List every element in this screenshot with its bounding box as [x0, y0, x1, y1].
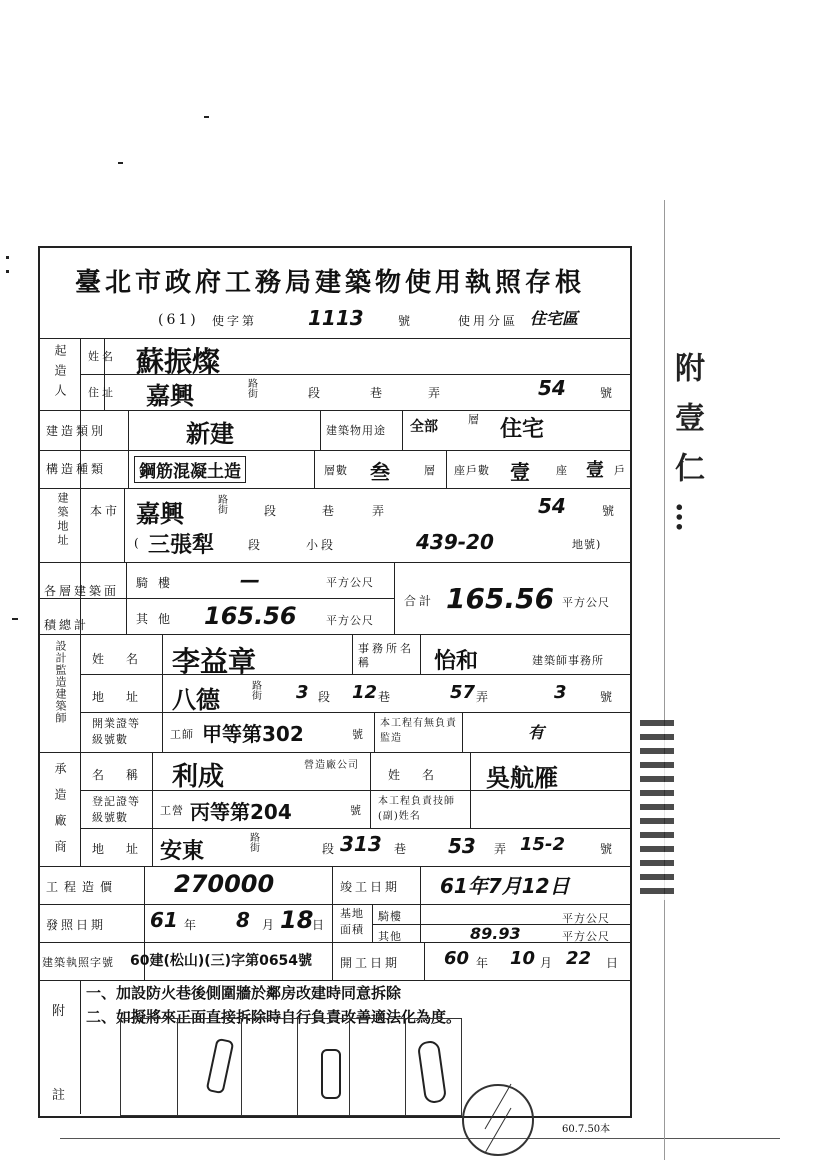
site-lot-number: 439-20	[416, 530, 494, 554]
area-arcade-unit: 平方公尺	[326, 576, 374, 589]
area-other-unit: 平方公尺	[326, 614, 374, 627]
area-arcade-label: 騎樓	[136, 576, 181, 590]
issue-month-unit: 月	[262, 918, 278, 932]
bleed-through-text: 附壹仁…	[669, 352, 704, 552]
builder-address-label: 住址	[88, 386, 116, 399]
area-other-label: 其他	[136, 612, 181, 626]
use-floor-label: 層	[468, 413, 480, 426]
builder-addr-label-lane: 巷	[370, 386, 386, 400]
col-divider	[126, 562, 127, 634]
area-total-unit: 平方公尺	[562, 596, 610, 609]
col-divider	[352, 634, 353, 674]
scan-speck	[12, 618, 18, 620]
row-divider	[80, 828, 630, 829]
base-other-label: 其他	[378, 930, 402, 943]
use-floor: 全部	[410, 419, 438, 435]
area-arcade-value: —	[240, 568, 260, 592]
class-label: 建造類別	[46, 424, 107, 438]
base-other-value: 89.93	[470, 924, 521, 943]
site-lot-label-no: 地號)	[572, 538, 602, 551]
site-label-road: 路街	[218, 495, 229, 516]
col-divider	[470, 752, 471, 828]
units-value: 壹	[510, 460, 530, 484]
footer-code: 60.7.50本	[562, 1124, 611, 1135]
contractor-name-value: 利成	[172, 762, 225, 792]
units-unit-1: 座	[556, 464, 568, 477]
site-label-seg: 段	[264, 504, 280, 518]
row-divider	[38, 904, 630, 905]
contractor-name-label: 名稱	[92, 768, 161, 782]
start-year-unit: 年	[476, 956, 492, 970]
start-label: 開工日期	[340, 956, 401, 970]
contractor-reg-prefix: 工營	[160, 804, 184, 817]
issue-day-unit: 日	[312, 918, 328, 932]
row-divider	[38, 752, 630, 753]
designer-addr-no: 3	[554, 682, 567, 703]
col-divider	[80, 980, 81, 1114]
builder-section-label: 起造人	[53, 344, 67, 404]
units-value-2: 壹	[586, 460, 604, 481]
row-divider	[38, 488, 630, 489]
col-divider	[420, 866, 421, 942]
site-lot-label-seg: 段	[248, 538, 264, 552]
row-divider	[38, 942, 630, 943]
builder-addr-label-road: 路街	[248, 379, 259, 400]
col-divider	[370, 752, 371, 828]
notes-line-1: 一、加設防火巷後側圍牆於鄰房改建時同意拆除	[86, 984, 402, 1002]
floors-label: 層數	[324, 464, 348, 477]
class-value: 新建	[186, 420, 234, 448]
contractor-addr-label-road: 路街	[250, 833, 261, 854]
row-divider	[38, 338, 630, 339]
notes-label-top: 附	[52, 1004, 69, 1019]
scan-line	[60, 1138, 780, 1139]
designer-office-value: 怡和	[434, 649, 479, 674]
builder-addr-label-no: 號	[600, 386, 616, 400]
document-title: 臺北市政府工務局建築物使用執照存根	[74, 268, 585, 298]
designer-reg-label: 開業證等級號數	[92, 717, 140, 746]
site-road: 嘉興	[136, 500, 184, 528]
base-arcade-unit: 平方公尺	[562, 912, 610, 925]
scan-speck	[204, 116, 209, 118]
contractor-person-label: 姓名	[388, 768, 457, 782]
contractor-addr-no: 15-2	[520, 834, 566, 855]
builder-addr-label-alley: 弄	[428, 386, 444, 400]
start-month-unit: 月	[540, 956, 556, 970]
contractor-addr-seg: 313	[340, 832, 382, 856]
contractor-addr-lane: 53	[448, 834, 476, 858]
contractor-person-value: 吳航雁	[486, 764, 558, 792]
builder-address-road: 嘉興	[146, 382, 194, 410]
done-label: 竣工日期	[340, 880, 401, 894]
col-divider	[314, 450, 315, 488]
zone-label: 使用分區	[458, 314, 519, 328]
col-divider	[374, 712, 375, 752]
site-label-no: 號	[602, 504, 618, 518]
use-value: 住宅	[500, 417, 545, 442]
permit-label: 建築執照字號	[42, 956, 114, 969]
designer-addr-label-no: 號	[600, 690, 616, 704]
license-no-label: 號	[398, 314, 414, 328]
designer-resp-value: 有	[528, 723, 545, 742]
col-divider	[446, 450, 447, 488]
contractor-reg-suffix: 號	[350, 804, 362, 817]
col-divider	[462, 712, 463, 752]
issue-label: 發照日期	[46, 918, 107, 932]
cost-value: 270000	[174, 870, 275, 898]
scan-edge-line	[664, 200, 665, 1160]
base-other-unit: 平方公尺	[562, 930, 610, 943]
license-number: 1113	[308, 306, 364, 330]
units-unit-2: 戶	[614, 464, 626, 477]
designer-office-label: 事務所名稱	[358, 642, 414, 669]
site-label-lane: 巷	[322, 504, 338, 518]
structure-label: 構造種類	[46, 462, 107, 476]
contractor-name-suffix: 營造廠公司	[304, 760, 359, 771]
site-label-alley: 弄	[372, 504, 388, 518]
contractor-reg-label: 登記證等級號數	[92, 795, 140, 824]
builder-name-label: 姓名	[88, 350, 116, 363]
designer-reg-value: 甲等第302	[202, 722, 304, 746]
scan-speck	[118, 162, 123, 164]
col-divider	[394, 562, 395, 634]
col-divider	[402, 410, 403, 450]
units-label: 座戶數	[454, 464, 490, 477]
site-city-label: 本市	[90, 504, 121, 518]
issue-month: 8	[236, 908, 250, 932]
permit-value: 60建(松山)(三)字第0654號	[130, 953, 313, 969]
designer-reg-prefix: 工師	[170, 728, 194, 741]
issue-day: 18	[280, 906, 314, 934]
designer-addr-road: 八德	[172, 686, 220, 714]
contractor-addr-label-seg: 段	[322, 842, 338, 856]
designer-addr-seg: 3	[296, 682, 309, 703]
col-divider	[320, 410, 321, 450]
designer-addr-alley: 57	[450, 682, 476, 703]
site-lot-prefix: (	[134, 536, 142, 550]
start-year: 60	[444, 948, 470, 969]
license-word-label: 使字第	[212, 314, 258, 328]
contractor-tech-label: 本工程負責技師(副)姓名	[378, 796, 455, 822]
issue-year-unit: 年	[184, 918, 200, 932]
designer-addr-label-road: 路街	[252, 681, 263, 702]
designer-address-label: 地址	[92, 690, 161, 704]
site-section-label: 建築地址	[56, 492, 69, 548]
contractor-section-label: 承造廠商	[53, 762, 67, 866]
col-divider	[424, 942, 425, 980]
scan-speck	[6, 256, 9, 259]
row-divider	[38, 410, 630, 411]
designer-resp-label: 本工程有無負責監造	[380, 718, 457, 744]
designer-section-label: 設計監造建築師	[54, 640, 67, 724]
designer-reg-suffix: 號	[352, 728, 364, 741]
zone-value: 住宅區	[530, 309, 579, 328]
site-district: 三張犁	[148, 533, 215, 558]
contractor-address-label: 地址	[92, 842, 161, 856]
row-divider	[38, 450, 630, 451]
builder-address-no: 54	[538, 376, 566, 400]
col-divider	[162, 634, 163, 752]
designer-office-suffix: 建築師事務所	[532, 654, 604, 667]
start-month: 10	[510, 948, 536, 969]
done-value: 61年7月12日	[440, 874, 570, 898]
col-divider	[124, 488, 125, 562]
designer-name-value: 李益章	[172, 645, 257, 678]
area-total-value: 165.56	[446, 582, 555, 615]
scan-smudge	[640, 720, 674, 900]
issue-year: 61	[150, 908, 178, 932]
row-divider	[38, 634, 630, 635]
contractor-reg-value: 丙等第204	[190, 800, 292, 824]
base-arcade-label: 騎樓	[378, 910, 402, 923]
notes-label-bottom: 註	[52, 1088, 69, 1103]
contractor-addr-label-alley: 弄	[494, 842, 510, 856]
row-divider	[38, 980, 630, 981]
area-total-label: 合計	[404, 594, 435, 608]
floors-value: 叁	[370, 460, 390, 484]
area-section-label: 各層建築面積總計	[44, 584, 120, 632]
site-lot-label-subseg: 小段	[306, 538, 337, 552]
builder-addr-label-seg: 段	[308, 386, 324, 400]
designer-addr-lane: 12	[352, 682, 378, 703]
notes-line-2: 二、如擬將來正面直接拆除時自行負責改善適法化為度。	[86, 1008, 462, 1026]
contractor-addr-label-no: 號	[600, 842, 616, 856]
start-day: 22	[566, 948, 592, 969]
license-year: (61)	[158, 312, 199, 328]
scan-speck	[6, 270, 9, 273]
approval-stamp-grid	[120, 1018, 462, 1116]
col-divider	[372, 904, 373, 942]
use-label: 建築物用途	[326, 424, 386, 437]
site-no: 54	[538, 494, 566, 518]
col-divider	[332, 866, 333, 980]
designer-addr-label-alley: 弄	[476, 690, 492, 704]
base-area-label: 基地面積	[340, 907, 364, 936]
designer-addr-label-seg: 段	[318, 690, 334, 704]
date-stamp	[462, 1084, 534, 1156]
structure-value: 鋼筋混凝土造	[134, 456, 246, 483]
cost-label: 工程造價	[46, 880, 119, 894]
designer-name-label: 姓名	[92, 652, 161, 666]
col-divider	[420, 634, 421, 674]
contractor-addr-label-lane: 巷	[394, 842, 410, 856]
floors-unit: 層	[424, 464, 436, 477]
start-day-unit: 日	[606, 956, 622, 970]
designer-addr-label-lane: 巷	[378, 690, 394, 704]
col-divider	[128, 410, 129, 488]
row-divider	[38, 866, 630, 867]
builder-name-value: 蘇振燦	[136, 345, 221, 378]
area-other-value: 165.56	[204, 602, 297, 630]
contractor-addr-road: 安東	[160, 839, 205, 864]
